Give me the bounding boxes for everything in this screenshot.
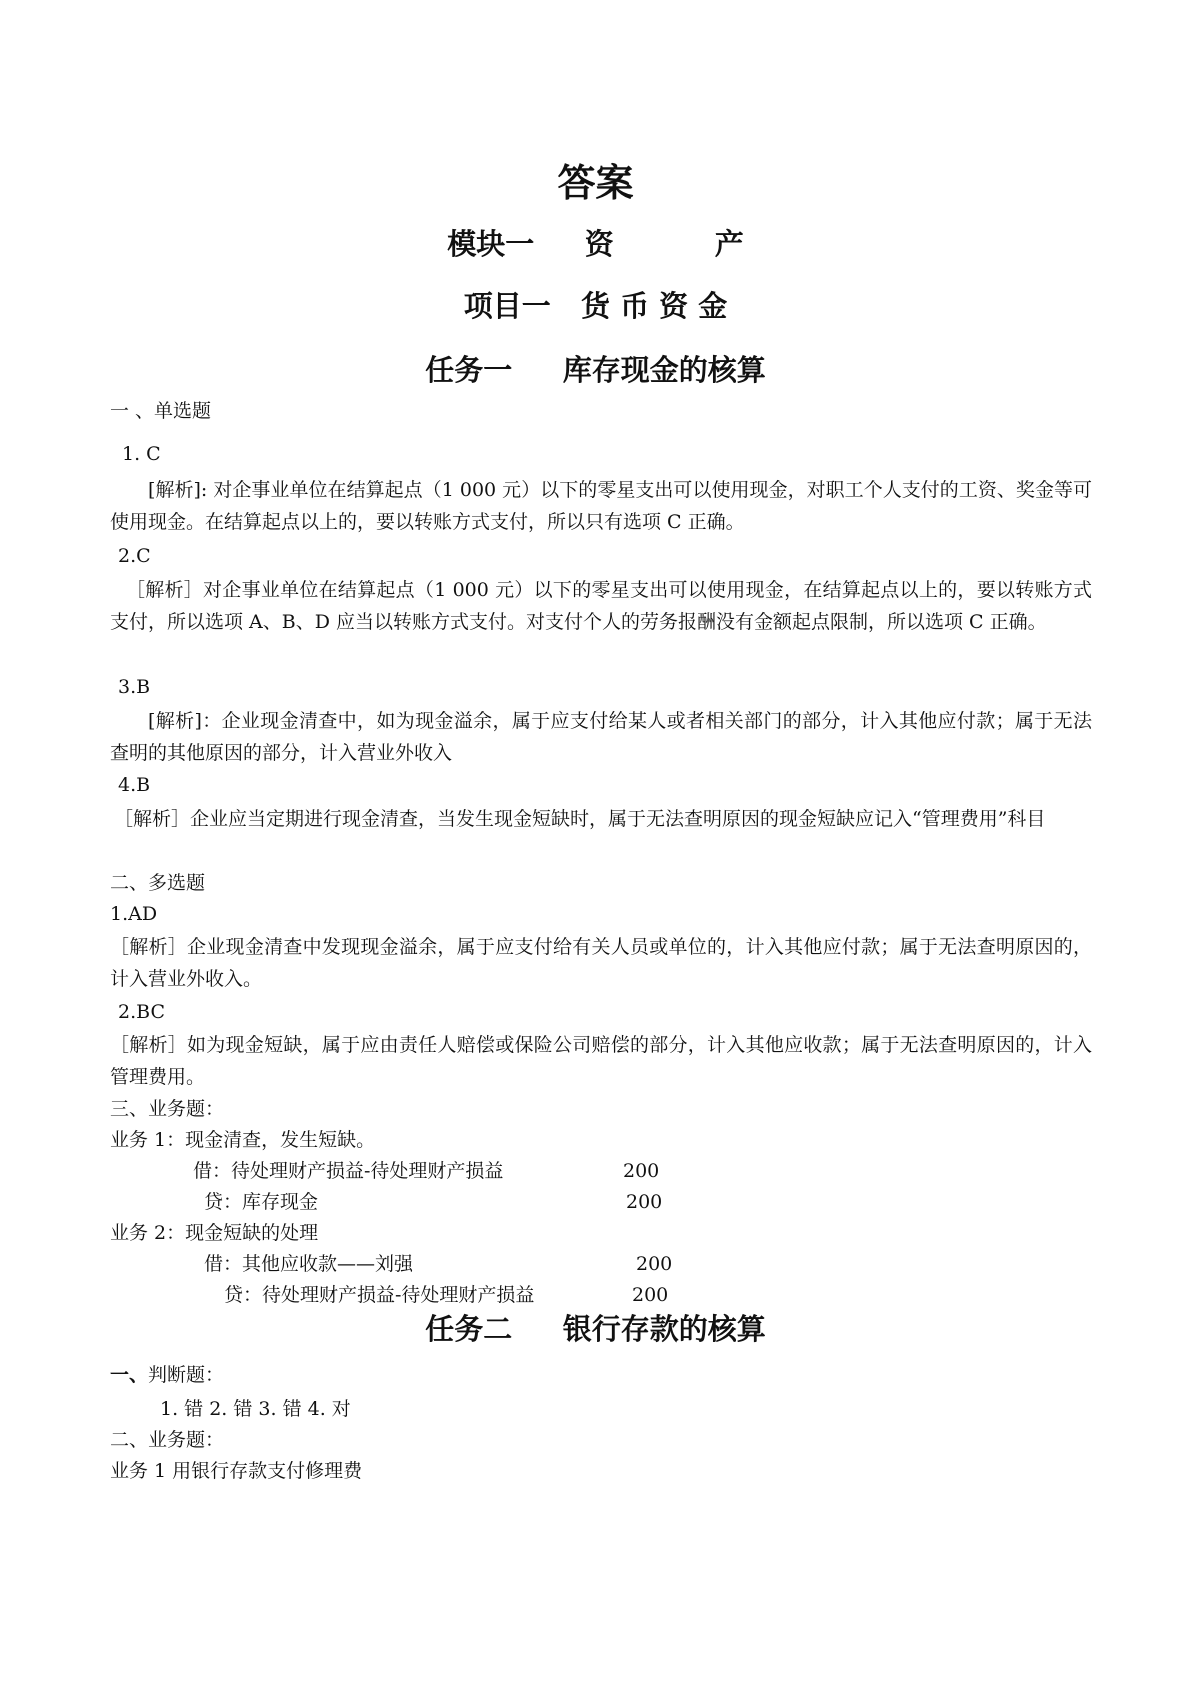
module-heading: 模块一 资 产 xyxy=(447,227,744,261)
m1-answer: 1.AD xyxy=(110,903,158,925)
q4-analysis: ［解析］企业应当定期进行现金清查，当发生现金短缺时，属于无法查明原因的现金短缺应记入“管理费用”科目 xyxy=(114,808,1046,830)
business1-credit-amount: 200 xyxy=(626,1191,663,1213)
q2-answer: 2.C xyxy=(118,545,151,567)
m2-answer: 2.BC xyxy=(118,1001,165,1023)
task2-heading: 任务二 银行存款的核算 xyxy=(425,1312,766,1346)
business-header: 三、业务题： xyxy=(110,1098,225,1120)
business2-credit-amount: 200 xyxy=(632,1284,669,1306)
judge-header-number: 一、 xyxy=(110,1364,149,1386)
q1-answer: 1. C xyxy=(122,443,161,465)
task1-heading: 任务一 库存现金的核算 xyxy=(425,353,766,387)
q1-analysis: [解析]: 对企事业单位在结算起点（1 000 元）以下的零星支出可以使用现金，对职工个人支付的工资、奖金等可使用现金。在结算起点以上的，要以转账方式支付，所以只有选项 C 正确。 xyxy=(110,479,1092,533)
business1-credit-entry: 贷：库存现金 xyxy=(204,1191,319,1213)
task2-business1-title: 业务 1 用银行存款支付修理费 xyxy=(110,1460,363,1482)
q3-answer: 3.B xyxy=(118,676,151,698)
judge-header-text: 判断题： xyxy=(148,1364,225,1386)
business1-debit-entry: 借：待处理财产损益-待处理财产损益 xyxy=(193,1160,504,1182)
q2-analysis: ［解析］对企事业单位在结算起点（1 000 元）以下的零星支出可以使用现金，在结算起点以上的，要以转账方式支付，所以选项 A、B、D 应当以转账方式支付。对支付个人的劳务报酬没有金额起点限制，所以选项 C 正确。 xyxy=(110,579,1092,633)
project-heading: 项目一 货 币 资 金 xyxy=(463,289,728,323)
business2-credit-entry: 贷：待处理财产损益-待处理财产损益 xyxy=(224,1284,535,1306)
task2-business-header: 二、业务题： xyxy=(110,1429,225,1451)
business1-title: 业务 1：现金清查，发生短缺。 xyxy=(110,1129,376,1151)
business1-debit-amount: 200 xyxy=(623,1160,660,1182)
q3-analysis: [解析]：企业现金清查中，如为现金溢余，属于应支付给某人或者相关部门的部分，计入其他应付款；属于无法查明的其他原因的部分，计入营业外收入 xyxy=(110,710,1092,764)
q4-answer: 4.B xyxy=(118,774,151,796)
business2-debit-amount: 200 xyxy=(636,1253,673,1275)
business2-title: 业务 2：现金短缺的处理 xyxy=(110,1222,319,1244)
business2-debit-entry: 借：其他应收款——刘强 xyxy=(204,1253,414,1275)
judge-answers: 1. 错 2. 错 3. 错 4. 对 xyxy=(160,1398,351,1420)
judge-header xyxy=(110,1360,1100,1391)
m2-analysis: ［解析］如为现金短缺，属于应由责任人赔偿或保险公司赔偿的部分，计入其他应收款；属于无法查明原因的，计入管理费用。 xyxy=(110,1034,1092,1088)
page-title: 答案 xyxy=(557,160,634,205)
multi-choice-header: 二、多选题 xyxy=(110,872,206,894)
m1-analysis: ［解析］企业现金清查中发现现金溢余，属于应支付给有关人员或单位的，计入其他应付款；属于无法查明原因的，计入营业外收入。 xyxy=(110,936,1092,990)
single-choice-header: 一 、单选题 xyxy=(110,400,212,422)
